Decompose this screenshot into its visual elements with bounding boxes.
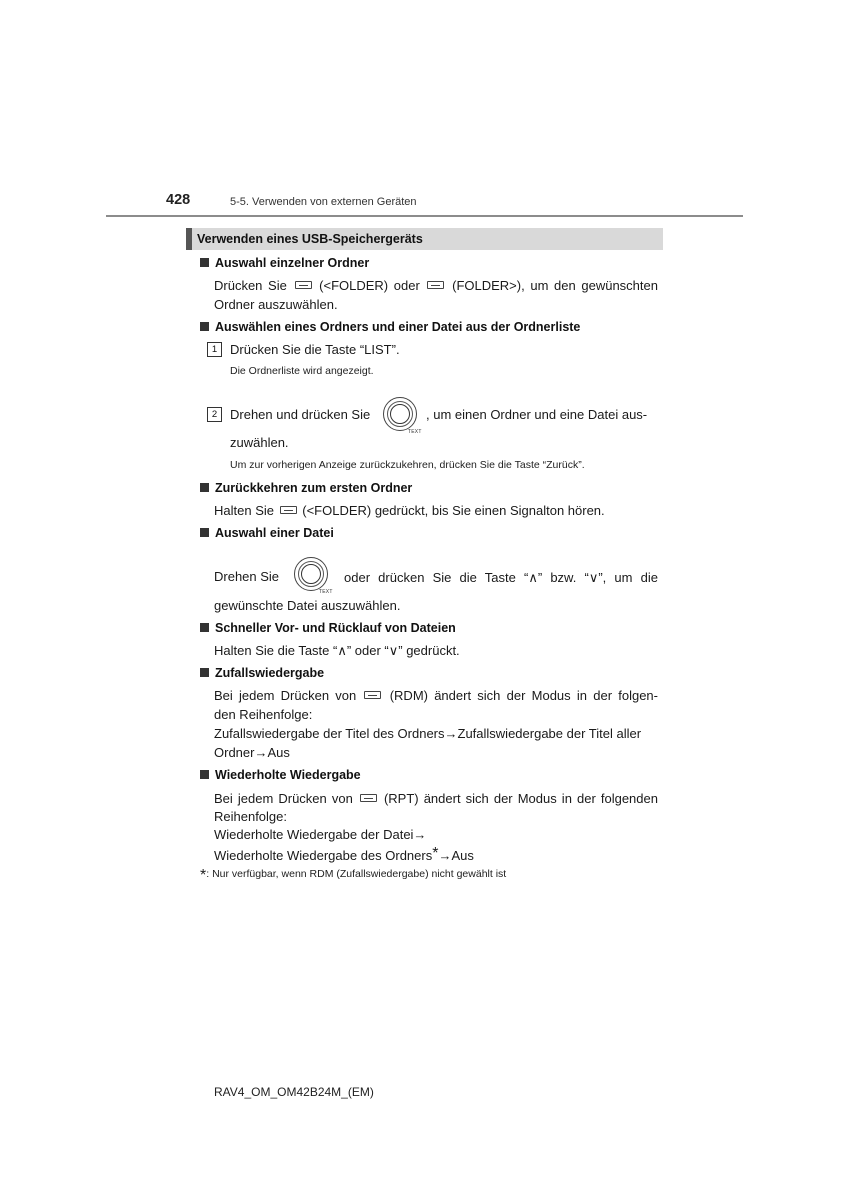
knob-label: TEXT (319, 589, 333, 595)
heading-text: Auswahl einer Datei (215, 526, 334, 540)
file-select-line-2: gewünschte Datei auszuwählen. (214, 598, 401, 613)
square-bullet-icon (200, 322, 209, 331)
text: (FOLDER>), um den gewünschten (452, 278, 658, 293)
square-bullet-icon (200, 668, 209, 677)
heading-text: Auswahl einzelner Ordner (215, 256, 370, 270)
step-1-text: Drücken Sie die Taste “LIST”. (230, 342, 400, 357)
random-line-3: Zufallswiedergabe der Titel des Ordners→Zufallswiedergabe der Titel aller (214, 726, 642, 741)
button-icon (280, 506, 297, 514)
folder-select-line-1 (214, 277, 658, 296)
button-icon (427, 281, 444, 289)
footnote-text: : Nur verfügbar, wenn RDM (Zufallswiedergabe) nicht gewählt ist (206, 868, 507, 880)
text: Wiederholte Wiedergabe des Ordners (214, 848, 433, 863)
file-select-text-b: oder drücken Sie die Taste “∧” bzw. “∨”, um die (344, 570, 658, 585)
random-line-1 (214, 687, 658, 706)
heading-folder-list (200, 320, 580, 334)
section-path: 5-5. Verwenden von externen Geräten (230, 196, 417, 208)
heading-random (200, 666, 324, 680)
tune-knob-icon (383, 397, 422, 435)
knob-label: TEXT (408, 429, 422, 435)
header-divider (106, 215, 743, 217)
heading-file-select (200, 526, 334, 540)
text: Bei jedem Drücken von (214, 791, 353, 806)
button-icon (364, 691, 381, 699)
step-number-2: 2 (207, 407, 222, 422)
step-2-text-a: Drehen und drücken Sie (230, 407, 371, 422)
square-bullet-icon (200, 483, 209, 492)
step-2-text-b: , um einen Ordner und eine Datei aus- (426, 407, 648, 422)
footnote (200, 867, 506, 885)
repeat-line-2: Reihenfolge: (214, 809, 287, 824)
text: (<FOLDER) gedrückt, bis Sie einen Signalton hören. (302, 503, 605, 518)
text: Halten Sie (214, 503, 274, 518)
random-line-2: den Reihenfolge: (214, 707, 313, 722)
repeat-line-3: Wiederholte Wiedergabe der Datei→ (214, 827, 427, 842)
text: (RPT) ändert sich der Modus in der folgenden (383, 791, 658, 806)
repeat-line-1 (214, 790, 658, 809)
section-title: Verwenden eines USB-Speichergeräts (197, 232, 423, 246)
button-icon (360, 794, 377, 802)
heading-text: Wiederholte Wiedergabe (215, 768, 361, 782)
section-title-bar (186, 228, 663, 250)
step-1-note: Die Ordnerliste wird angezeigt. (230, 365, 374, 377)
heading-folder-select (200, 256, 369, 270)
step-number-1: 1 (207, 342, 222, 357)
document-code: RAV4_OM_OM42B24M_(EM) (214, 1085, 374, 1099)
heading-text: Schneller Vor- und Rücklauf von Dateien (215, 621, 456, 635)
folder-select-line-2: Ordner auszuwählen. (214, 297, 338, 312)
random-line-4: Ordner→Aus (214, 745, 290, 760)
footnote-marker: * (432, 845, 439, 862)
heading-repeat (200, 768, 361, 782)
heading-text: Zurückkehren zum ersten Ordner (215, 481, 413, 495)
repeat-line-4 (214, 845, 658, 866)
step-2-text-c: zuwählen. (230, 435, 289, 450)
footnote-star: * (200, 867, 207, 884)
square-bullet-icon (200, 528, 209, 537)
text: →Aus (438, 848, 474, 863)
text: Bei jedem Drücken von (214, 688, 357, 703)
text: (<FOLDER) oder (319, 278, 420, 293)
heading-first-folder (200, 481, 412, 495)
title-accent (186, 228, 192, 250)
text: (RDM) ändert sich der Modus in der folgen- (389, 688, 658, 703)
text: Drücken Sie (214, 278, 287, 293)
heading-text: Zufallswiedergabe (215, 666, 325, 680)
fast-forward-line: Halten Sie die Taste “∧” oder “∨” gedrückt. (214, 643, 460, 658)
square-bullet-icon (200, 258, 209, 267)
button-icon (295, 281, 312, 289)
tune-knob-icon (294, 557, 333, 595)
page-number: 428 (166, 192, 191, 208)
square-bullet-icon (200, 623, 209, 632)
file-select-text-a: Drehen Sie (214, 569, 280, 584)
first-folder-line (214, 502, 658, 521)
square-bullet-icon (200, 770, 209, 779)
heading-text: Auswählen eines Ordners und einer Datei aus der Ordnerliste (215, 320, 581, 334)
heading-fast-forward (200, 621, 456, 635)
step-2-note: Um zur vorherigen Anzeige zurückzukehren, drücken Sie die Taste “Zurück”. (230, 459, 585, 471)
